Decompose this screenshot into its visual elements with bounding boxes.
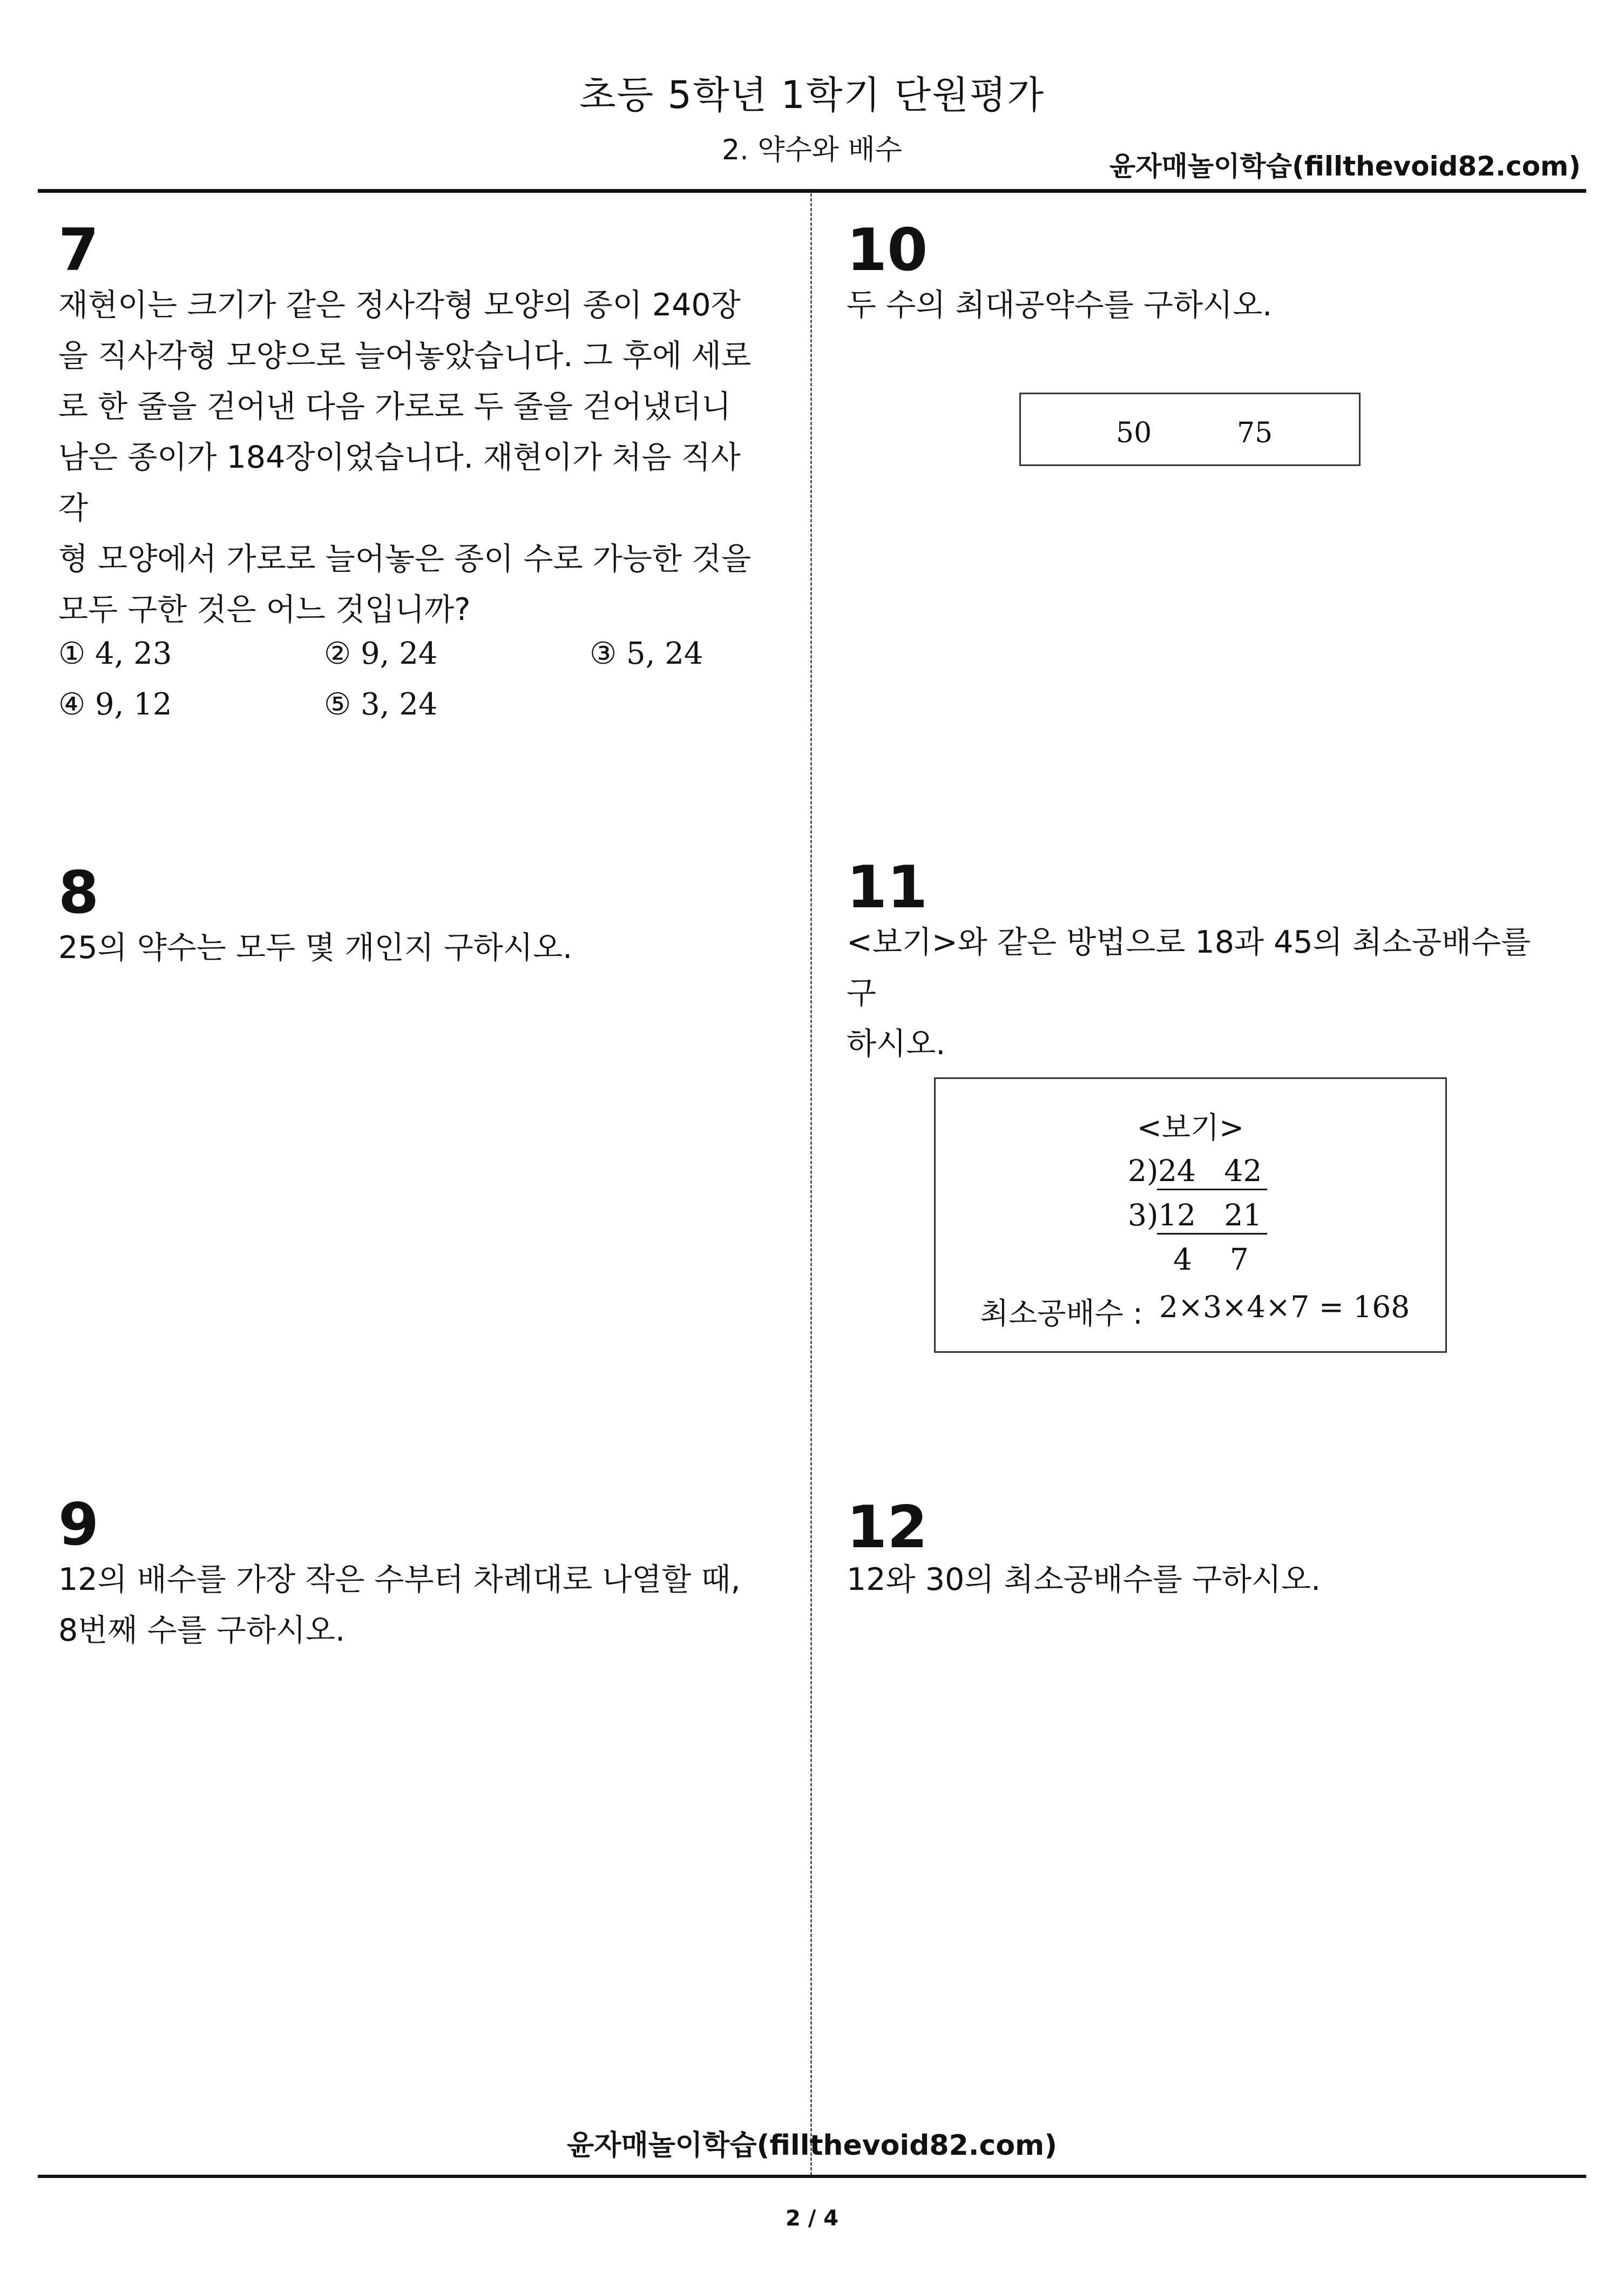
question-7-number: 7 xyxy=(58,217,99,284)
question-11-number: 11 xyxy=(847,854,928,921)
question-10-line: 두 수의 최대공약수를 구하시오. xyxy=(847,287,1273,323)
division-line xyxy=(1157,1233,1267,1235)
example-box xyxy=(934,1077,1447,1353)
choice-1[interactable]: ① 4, 23 xyxy=(58,636,172,671)
example-divisor-2: 3) xyxy=(1128,1198,1159,1232)
example-row-1: 24 42 xyxy=(1158,1154,1262,1188)
question-12-number: 12 xyxy=(847,1494,928,1561)
page-number: 2 / 4 xyxy=(785,2206,839,2231)
question-8-line: 25의 약수는 모두 몇 개인지 구하시오. xyxy=(58,930,573,966)
question-9-line: 12의 배수를 가장 작은 수부터 차례대로 나열할 때, xyxy=(58,1562,741,1597)
question-7-line: 로 한 줄을 걷어낸 다음 가로로 두 줄을 걷어냈더니 xyxy=(58,389,732,424)
example-row-3: 4 7 xyxy=(1173,1242,1249,1277)
division-line xyxy=(1157,1189,1267,1190)
column-divider xyxy=(810,193,812,2175)
box-value: 75 xyxy=(1237,417,1273,449)
question-11-line: <보기>와 같은 방법으로 18과 45의 최소공배수를 구 xyxy=(847,925,1531,1011)
number-box xyxy=(1019,393,1361,466)
box-value: 50 xyxy=(1116,417,1152,449)
question-8-number: 8 xyxy=(58,859,99,927)
question-7-line: 모두 구한 것은 어느 것입니까? xyxy=(58,592,471,628)
example-heading: <보기> xyxy=(1136,1110,1244,1145)
question-7-text xyxy=(58,280,760,635)
choice-2[interactable]: ② 9, 24 xyxy=(324,636,438,671)
question-7-line: 재현이는 크기가 같은 정사각형 모양의 종이 240장 xyxy=(58,287,741,323)
question-11-line: 하시오. xyxy=(847,1026,946,1062)
choice-3[interactable]: ③ 5, 24 xyxy=(590,636,703,671)
footer-brand: 윤자매놀이학습(fillthevoid82.com) xyxy=(566,2129,1057,2162)
question-9-text xyxy=(58,1554,793,1656)
example-divisor-1: 2) xyxy=(1128,1154,1159,1188)
example-result-label: 최소공배수 : xyxy=(980,1296,1143,1331)
question-8-text xyxy=(58,922,760,973)
question-12-text xyxy=(847,1554,1570,1605)
choice-5[interactable]: ⑤ 3, 24 xyxy=(324,687,438,722)
example-row-2: 12 21 xyxy=(1158,1198,1262,1232)
page-title: 초등 5학년 1학기 단원평가 xyxy=(579,73,1045,117)
question-7-line: 형 모양에서 가로로 늘어놓은 종이 수로 가능한 것을 xyxy=(58,541,752,577)
choice-4[interactable]: ④ 9, 12 xyxy=(58,687,172,722)
question-9-number: 9 xyxy=(58,1491,99,1559)
header-brand: 윤자매놀이학습(fillthevoid82.com) xyxy=(1109,151,1581,182)
question-7-line: 을 직사각형 모양으로 늘어놓았습니다. 그 후에 세로 xyxy=(58,338,752,374)
page-subtitle: 2. 약수와 배수 xyxy=(722,134,902,166)
question-11-text xyxy=(847,917,1570,1069)
header-rule xyxy=(38,189,1586,193)
footer-rule xyxy=(38,2175,1586,2178)
question-10-number: 10 xyxy=(847,217,928,284)
question-10-text xyxy=(847,280,1570,331)
question-9-line: 8번째 수를 구하시오. xyxy=(58,1613,346,1648)
question-12-line: 12와 30의 최소공배수를 구하시오. xyxy=(847,1562,1321,1597)
question-7-line: 남은 종이가 184장이었습니다. 재현이가 처음 직사각 xyxy=(58,440,741,526)
example-result-expr: 2×3×4×7 = 168 xyxy=(1159,1290,1410,1324)
